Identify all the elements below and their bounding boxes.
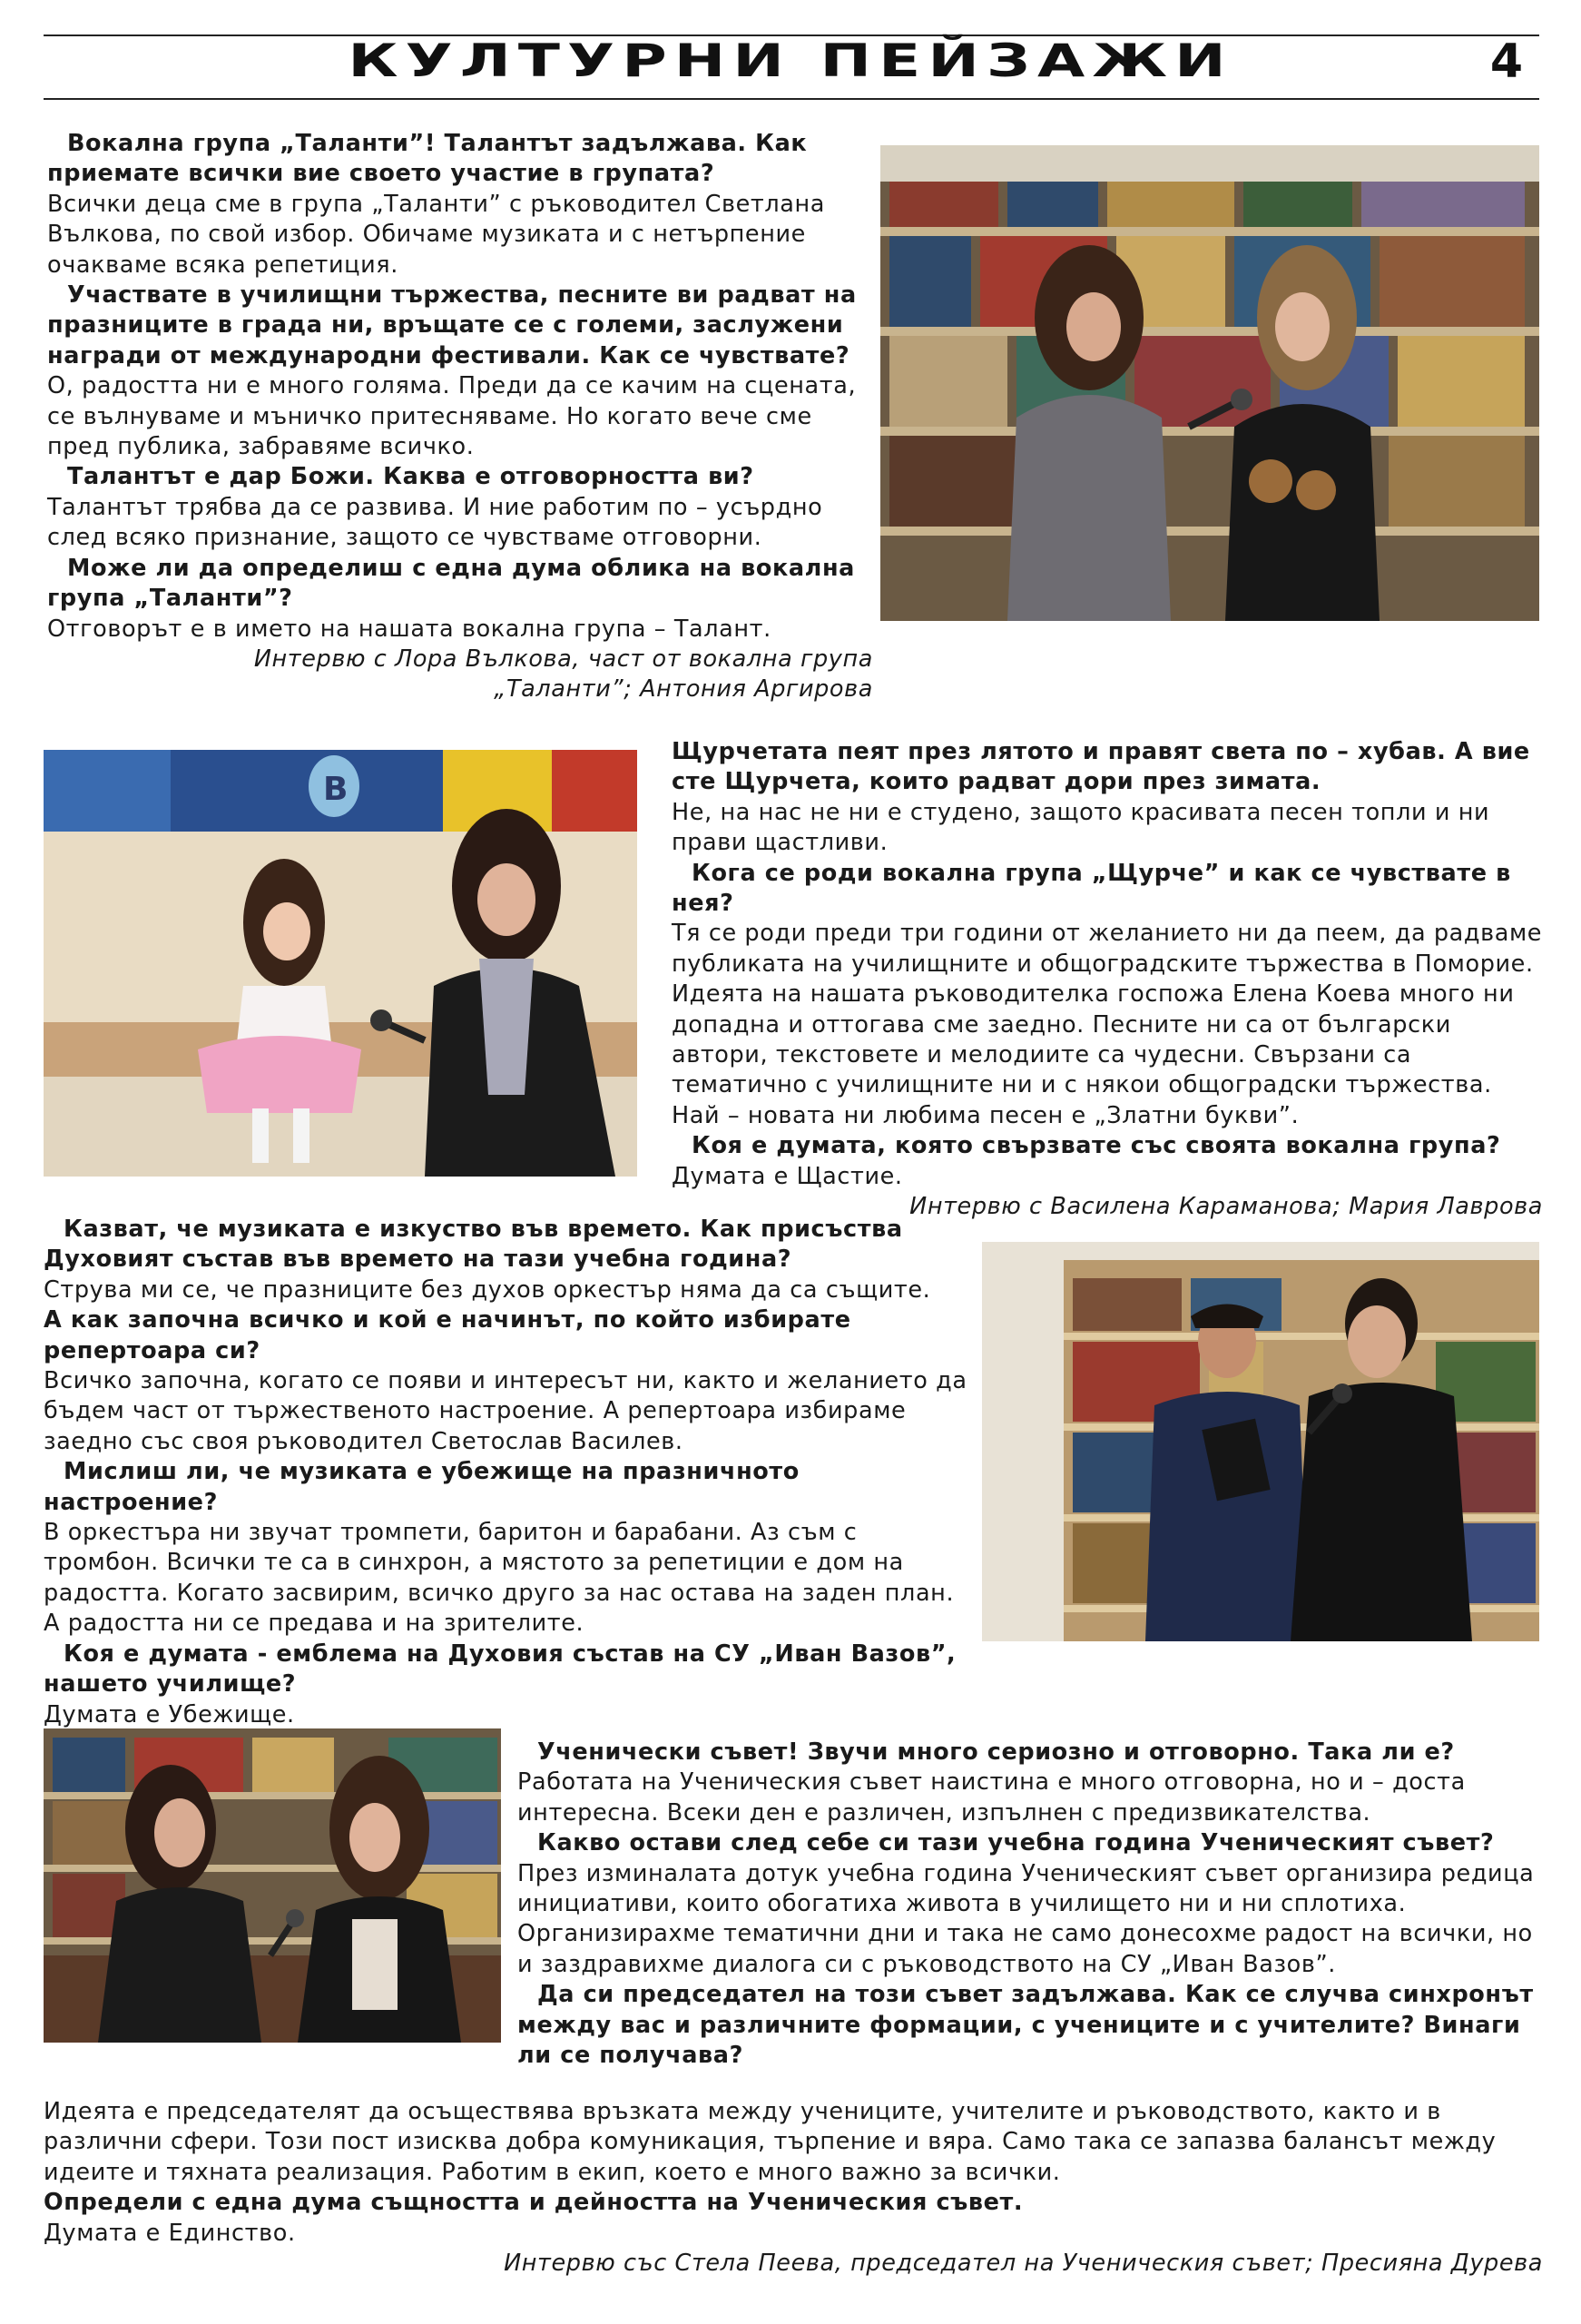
interview-credit: Интервю с Василена Караманова; Мария Лаврова xyxy=(909,1193,1543,1221)
question: Щурчетата пеят през лятото и правят света по – хубав. А вие сте Щурчета, които радват дори през зимата. xyxy=(672,738,1530,796)
answer: През изминалата дотук учебна година Ученическият съвет организира редица инициативи, които обогатиха живота в училището ни и ни сплотиха. Организирахме тематични дни и така не само донесохме радост на всички, но и заздравихме диалога си с ръководството на СУ „Иван Вазов”. xyxy=(517,1859,1535,1978)
page-title: КУЛТУРНИ ПЕЙЗАЖИ xyxy=(348,34,1233,87)
photo-library-interview-girls xyxy=(880,145,1539,621)
answer: Струва ми се, че празниците без духов оркестър няма да са същите. xyxy=(44,1275,931,1304)
interview-credit: Интервю с Лора Вълкова, част от вокална група xyxy=(253,645,873,673)
question: Определи с една дума същността и дейността на Ученическия съвет. xyxy=(44,2189,1024,2217)
answer: Тя се роди преди три години от желанието ни да пеем, да радваме публиката на училищните и общоградските тържества в Поморие. Идеята на нашата ръководителка госпожа Елена Коева много ни допадна и оттогава сме заедно. Песните ни са от български автори, текстовете и мелодиите са чудесни. Свързани са тематично с училищните ни и с някои общоградски тържества. Най – новата ни любима песен е „Златни букви”. xyxy=(672,920,1543,1129)
photo-girl-with-microphone xyxy=(44,750,637,1177)
page-number: 4 xyxy=(1489,34,1523,89)
answer: Всички деца сме в група „Таланти” с ръководител Светлана Вълкова, по свой избор. Обичаме музиката и с нетърпение очакваме всяка репетиция. xyxy=(47,190,825,279)
question: Кога се роди вокална група „Щурче” и как се чувствате в нея? xyxy=(672,859,1511,918)
answer: Талантът трябва да се развива. И ние работим по – усърдно след всяко признание, защото се чувстваме отговорни. xyxy=(47,493,823,552)
brass-interview xyxy=(44,1215,969,1730)
answer: Идеята е председателят да осъществява връзката между учениците, учителите и ръководството, както и в различни сфери. Този пост изисква добра комуникация, търпение и вяра. Само така се запазва балансът между идеите и тяхната реализация. Работим в екип, което е много важно за всички. xyxy=(44,2098,1497,2186)
photo-library-interview-boys xyxy=(982,1242,1539,1641)
question: Коя е думата - емблема на Духовия състав на СУ „Иван Вазов”, нашето училище? xyxy=(44,1640,957,1699)
question: Участвате в училищни тържества, песните ви радват на празниците в града ни, връщате се с големи, заслужени награди от международни фестивали. Как се чувствате? xyxy=(47,281,857,369)
question: Да си председател на този съвет задължава. Как се случва синхронът между вас и различните формации, с учениците и с учителите? Винаги ли се получава? xyxy=(517,1981,1534,2070)
answer: О, радостта ни е много голяма. Преди да се качим на сцената, се вълнуваме и мъничко притесняваме. Но когато вече сме пред публика, забравяме всичко. xyxy=(47,372,857,461)
talanti-interview xyxy=(47,129,873,705)
interview-credit: „Таланти”; Антония Аргирова xyxy=(494,675,873,704)
question: Талантът е дар Божи. Каква е отговорността ви? xyxy=(67,463,754,491)
answer: Всичко започна, когато се появи и интересът ни, както и желанието да бъдем част от тържественото настроение. А репертоара избираме заедно със своя ръководител Светослав Василев. xyxy=(44,1367,967,1455)
council-interview-bottom xyxy=(44,2097,1543,2279)
question: Казват, че музиката е изкуство във времето. Как присъства Духовият състав във времето на тази учебна година? xyxy=(44,1216,903,1274)
shturche-interview xyxy=(672,737,1543,1223)
answer: Не, на нас не ни е студено, защото красивата песен топли и ни прави щастливи. xyxy=(672,798,1490,857)
photo-student-council-interview xyxy=(44,1728,501,2043)
svg-text:В: В xyxy=(323,771,349,808)
answer: Думата е Щастие. xyxy=(672,1162,903,1190)
answer: В оркестъра ни звучат тромпети, баритон и барабани. Аз съм с тромбон. Всички те са в синхрон, а мястото за репетиции е дом на радостта. Когато засвирим, всичко друго за нас остава на заден план. А радостта ни се предава и на зрителите. xyxy=(44,1519,955,1638)
question: Ученически съвет! Звучи много сериозно и отговорно. Така ли е? xyxy=(537,1738,1455,1766)
question: Вокална група „Таланти”! Талантът задължава. Как приемате всички вие своето участие в групата? xyxy=(47,130,808,188)
interview-credit: Интервю със Стела Пеева, председател на Ученическия съвет; Пресияна Дурева xyxy=(504,2250,1543,2278)
question: Може ли да определиш с една дума облика на вокална група „Таланти”? xyxy=(47,554,855,613)
answer: Отговорът е в името на нашата вокална група – Талант. xyxy=(47,615,771,643)
council-interview-top xyxy=(517,1738,1543,2071)
question: Коя е думата, която свързвате със своята вокална група? xyxy=(692,1132,1501,1160)
answer: Работата на Ученическия съвет наистина е много отговорна, но и – доста интересна. Всеки ден е различен, изпълнен с предизвикателства. xyxy=(517,1768,1466,1827)
question: Мислиш ли, че музиката е убежище на празничното настроение? xyxy=(44,1458,800,1516)
question: А как започна всичко и кой е начинът, по който избирате репертоара си? xyxy=(44,1306,851,1364)
question: Какво остави след себе си тази учебна година Ученическият съвет? xyxy=(537,1829,1495,1857)
answer: Думата е Убежище. xyxy=(44,1700,295,1728)
header-bottom-rule xyxy=(44,98,1539,100)
answer: Думата е Единство. xyxy=(44,2219,296,2247)
